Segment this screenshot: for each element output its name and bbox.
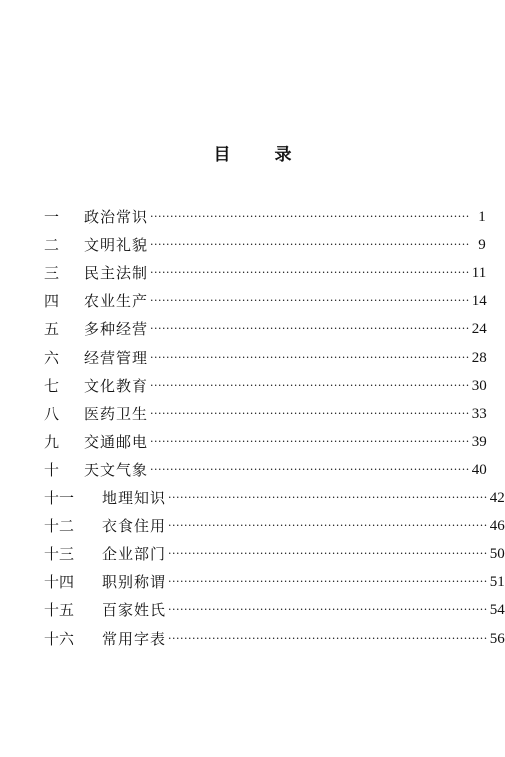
toc-entry — [44, 568, 505, 596]
toc-entry — [44, 231, 486, 259]
toc-entry-number: 九 — [44, 432, 60, 451]
toc-entry-title: 衣食住用 — [102, 517, 167, 536]
leader-dots: ················································································ — [150, 210, 470, 223]
toc-entry — [44, 428, 487, 456]
toc-entry-number: 十二 — [44, 517, 75, 536]
toc-entry-number: 五 — [44, 320, 60, 339]
toc-entry-title: 政治常识 — [84, 208, 149, 226]
toc-entry-page-number: 46 — [489, 518, 505, 535]
toc-entry-number: 二 — [44, 236, 60, 255]
toc-entry — [44, 344, 487, 372]
toc-entry-page-number: 11 — [471, 265, 487, 282]
toc-entry-title: 天文气象 — [84, 460, 149, 479]
toc-entry-page-number: 39 — [471, 433, 487, 450]
leader-dots: ················································································ — [168, 603, 488, 617]
toc-entry-number: 十 — [44, 460, 60, 479]
toc-entry — [44, 315, 487, 343]
leader-dots: ················································································ — [168, 631, 488, 645]
toc-entry-title: 经营管理 — [84, 348, 149, 367]
leader-dots: ················································································ — [150, 378, 470, 392]
toc-entry-number: 一 — [44, 208, 60, 226]
toc-entry-number: 四 — [44, 292, 60, 311]
toc-entry — [44, 625, 505, 653]
leader-dots: ················································································ — [168, 547, 488, 561]
toc-entry-title: 百家姓氏 — [102, 601, 167, 620]
leader-dots: ················································································ — [150, 462, 470, 476]
leader-dots: ················································································ — [150, 434, 470, 448]
toc-entry — [44, 203, 486, 231]
toc-entry — [44, 540, 505, 568]
toc-entry-number: 十五 — [44, 601, 75, 620]
toc-entry-page-number: 42 — [489, 490, 505, 506]
toc-entry-page-number: 30 — [471, 377, 487, 394]
toc-entry-page-number: 28 — [471, 349, 487, 366]
toc-entry — [44, 512, 505, 540]
toc-entry-number: 十三 — [44, 545, 75, 564]
toc-entry — [44, 259, 487, 287]
toc-entry — [44, 372, 487, 400]
toc-entry — [44, 287, 487, 315]
leader-dots: ················································································ — [168, 575, 488, 589]
toc-entry-number: 三 — [44, 264, 60, 283]
leader-dots: ················································································ — [150, 238, 470, 252]
toc-entry-page-number: 56 — [489, 630, 505, 647]
leader-dots: ················································································ — [150, 350, 470, 364]
title-char-1: 目 — [213, 145, 231, 165]
leader-dots: ················································································ — [168, 491, 488, 504]
toc-entry-title: 农业生产 — [84, 292, 149, 311]
toc-entry — [44, 400, 487, 428]
toc-entry-page-number: 14 — [471, 293, 487, 310]
toc-entry-page-number: 40 — [471, 461, 487, 478]
toc-entry-title: 多种经营 — [84, 320, 149, 339]
toc-entry-title: 地理知识 — [102, 489, 167, 507]
leader-dots: ················································································ — [150, 294, 470, 308]
toc-entry-number: 六 — [44, 348, 60, 367]
toc-entry-page-number: 1 — [478, 209, 486, 225]
toc-entry-title: 职别称谓 — [102, 573, 167, 592]
toc-entry-page-number: 24 — [471, 321, 487, 338]
toc-entry-page-number: 9 — [478, 237, 486, 254]
toc-entry-title: 企业部门 — [102, 545, 167, 564]
toc-entry — [44, 596, 505, 624]
toc-entry-title: 医药卫生 — [84, 404, 149, 423]
leader-dots: ················································································ — [150, 322, 470, 336]
toc-entry — [44, 456, 487, 484]
toc-entry-page-number: 50 — [489, 546, 505, 563]
leader-dots: ················································································ — [150, 266, 470, 280]
toc-entry-title: 文化教育 — [84, 376, 149, 395]
toc-entry-title: 民主法制 — [84, 264, 149, 283]
leader-dots: ················································································ — [150, 406, 470, 420]
leader-dots: ················································································ — [168, 519, 488, 533]
toc-entry-title: 常用字表 — [102, 629, 167, 648]
toc-entry-number: 十四 — [44, 573, 75, 592]
toc-entry-number: 十一 — [44, 489, 75, 507]
toc-entry-title: 文明礼貌 — [84, 236, 149, 255]
toc-entry — [44, 484, 505, 512]
toc-entry-number: 八 — [44, 404, 60, 423]
title-char-2: 录 — [274, 145, 292, 165]
toc-entry-page-number: 51 — [489, 574, 505, 591]
toc-entry-page-number: 54 — [489, 602, 505, 619]
toc-entry-title: 交通邮电 — [84, 432, 149, 451]
toc-entry-number: 七 — [44, 376, 60, 395]
page-title — [0, 140, 505, 165]
toc-entry-number: 十六 — [44, 629, 75, 648]
toc-entry-page-number: 33 — [471, 405, 487, 422]
